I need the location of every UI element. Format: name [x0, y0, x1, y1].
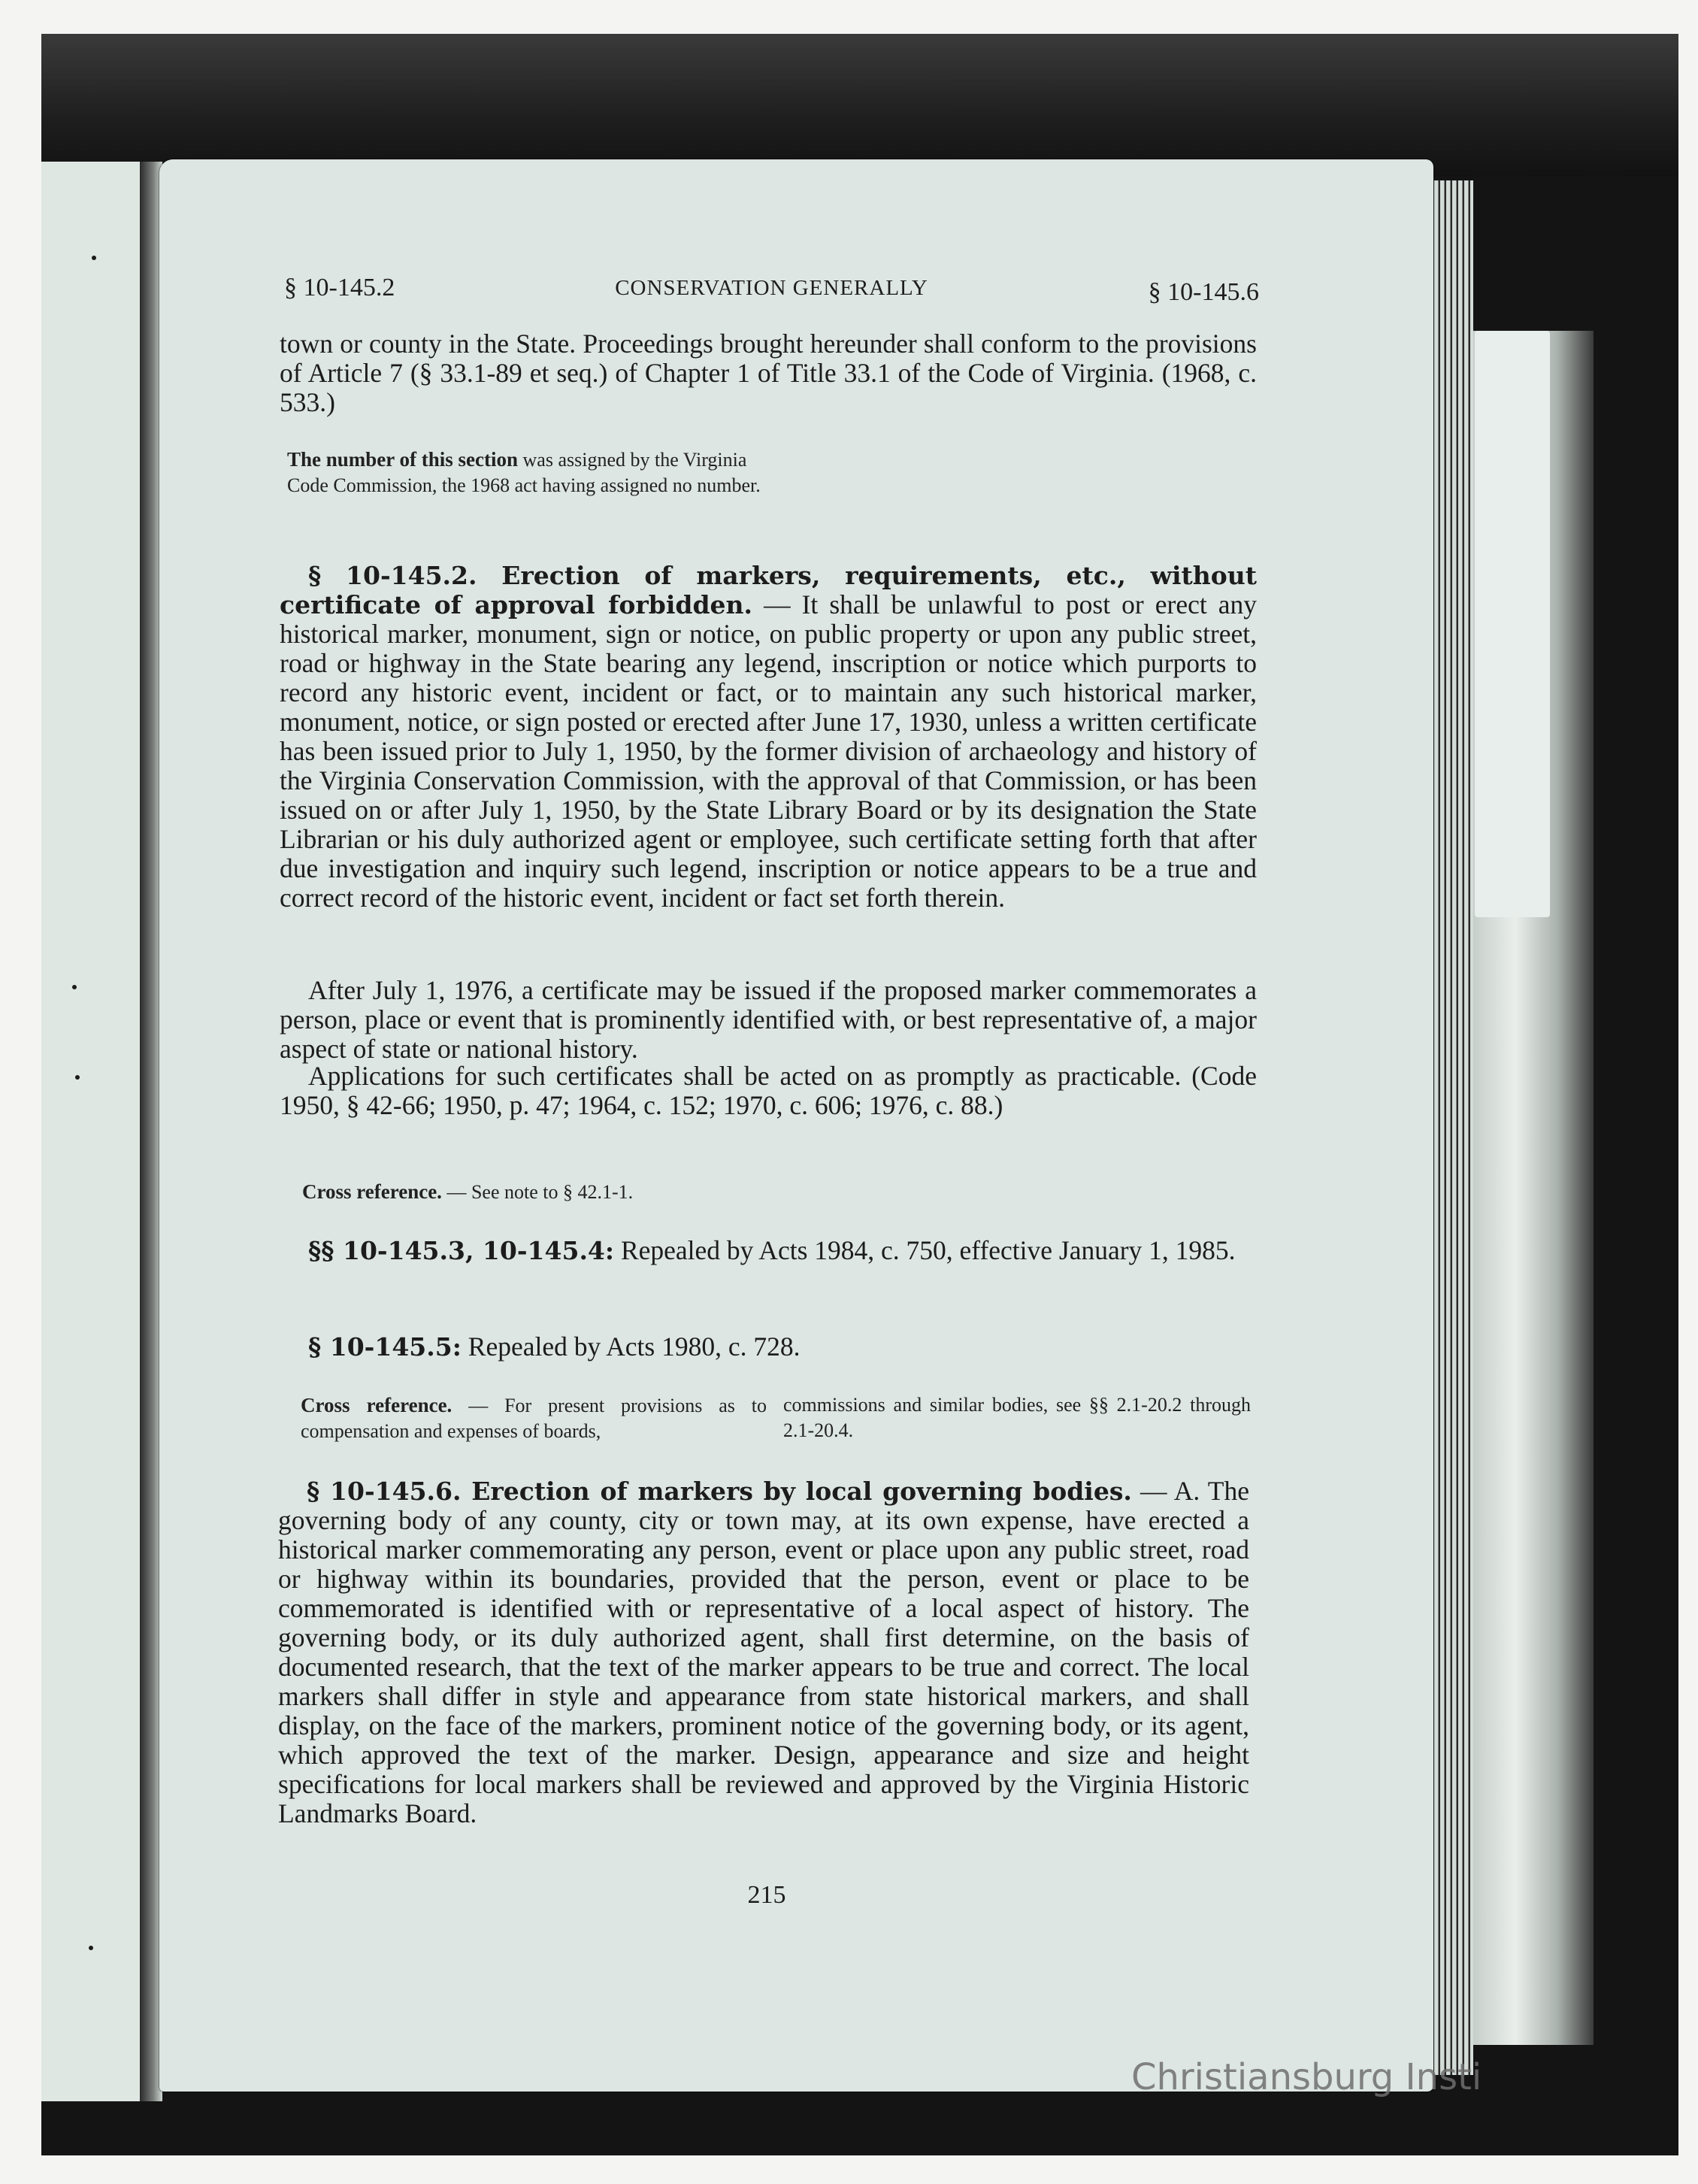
section-10-145-3-4-text: Repealed by Acts 1984, c. 750, effective January 1, 1985.	[614, 1235, 1236, 1265]
cross-reference-2-text-1: — For present provisions as to compensation and expenses of boards,	[301, 1395, 767, 1442]
cross-reference-2-col2: commissions and similar bodies, see §§ 2.1-20.2 through 2.1-20.4.	[783, 1394, 1251, 1441]
cross-reference-2-lead: Cross reference.	[301, 1394, 452, 1416]
cross-reference-1-text: — See note to § 42.1-1.	[441, 1181, 634, 1203]
margin-mark	[72, 985, 77, 989]
page-number: 215	[747, 1881, 786, 1909]
header-section-start: § 10-145.2	[284, 274, 395, 301]
section-10-145-5-heading: § 10-145.5:	[308, 1332, 462, 1362]
scan-top-shadow	[41, 34, 1678, 177]
margin-mark	[89, 1946, 93, 1950]
continuation-paragraph: town or county in the State. Proceedings brought hereunder shall conform to the provisions of Article 7 (§ 33.1-89 et seq.) of Chapter 1 of Title 33.1 of the Code of Virginia. (1968, c. 533.)	[280, 329, 1257, 417]
note-text: was assigned by the Virginia Code Commission, the 1968 act having assigned no number.	[287, 449, 761, 496]
section-number-note	[287, 447, 768, 498]
header-title: CONSERVATION GENERALLY	[615, 276, 928, 300]
section-10-145-2-text: — It shall be unlawful to post or erect any historical marker, monument, sign or notice, on public property or upon any public street, road or highway in the State bearing any legend, inscription or notice which purports to record any historic event, incident or fact, or to maintain any such historical marker, monument, notice, or sign posted or erected after June 17, 1930, unless a written certificate has been issued prior to July 1, 1950, by the former division of archaeology and history of the Virginia Conservation Commission, with the approval of that Commission, or has been issued on or after July 1, 1950, by the State Library Board or by its designation the State Librarian or his duly authorized agent or employee, such certificate setting forth that after due investigation and inquiry such legend, inscription or notice appears to be a true and correct record of the historic event, incident or fact set forth therein.	[280, 589, 1258, 913]
page-tab	[1475, 331, 1550, 917]
section-10-145-2-para3: Applications for such certificates shall be acted on as promptly as practicable. (Code 1950, § 42-66; 1950, p. 47; 1964, c. 152; 1970, c. 606; 1976, c. 88.)	[280, 1061, 1257, 1120]
section-10-145-2-heading: § 10-145.2. Erection of markers, requirements, etc., without certificate of approval forbidden.	[280, 561, 1257, 619]
section-10-145-2-para2: After July 1, 1976, a certificate may be issued if the proposed marker commemorates a person, place or event that is prominently identified with, or best representative of, a major aspect of state or national history.	[280, 975, 1257, 1064]
margin-mark	[92, 256, 96, 260]
margin-mark	[75, 1075, 80, 1080]
page-edges	[1428, 180, 1473, 2075]
cross-reference-1	[302, 1179, 979, 1205]
section-10-145-3-4-heading: §§ 10-145.3, 10-145.4:	[308, 1236, 615, 1265]
header-section-end: § 10-145.6	[1148, 278, 1259, 306]
running-header	[284, 269, 1259, 307]
section-10-145-2-para1	[280, 561, 1257, 913]
cross-reference-1-lead: Cross reference.	[302, 1180, 442, 1203]
archive-watermark: Christiansburg Insti	[1131, 2056, 1482, 2098]
section-10-145-5	[280, 1332, 1257, 1362]
section-10-145-5-text: Repealed by Acts 1980, c. 728.	[461, 1331, 801, 1362]
section-10-145-6-text: — A. The governing body of any county, city or town may, at its own expense, have erected a historical marker commemorating any person, event or place upon any public street, road or highway within its boundaries, provided that the person, event or place to be commemorated is identified with or representative of a local aspect of history. The governing body, or its duly authorized agent, shall first determine, on the basis of documented research, that the text of the marker appears to be true and correct. The local markers shall differ in style and appearance from state historical markers, and shall display, on the face of the markers, prominent notice of the governing body, or its agent, which approved the text of the marker. Design, appearance and size and height specifications for local markers shall be reviewed and approved by the Virginia Historic Landmarks Board.	[278, 1476, 1249, 1828]
section-10-145-6-heading: § 10-145.6. Erection of markers by local governing bodies.	[307, 1477, 1132, 1506]
note-lead: The number of this section	[287, 448, 519, 471]
section-10-145-6	[278, 1477, 1249, 1828]
section-10-145-3-4	[280, 1236, 1257, 1265]
cross-reference-2-col1	[301, 1392, 767, 1444]
